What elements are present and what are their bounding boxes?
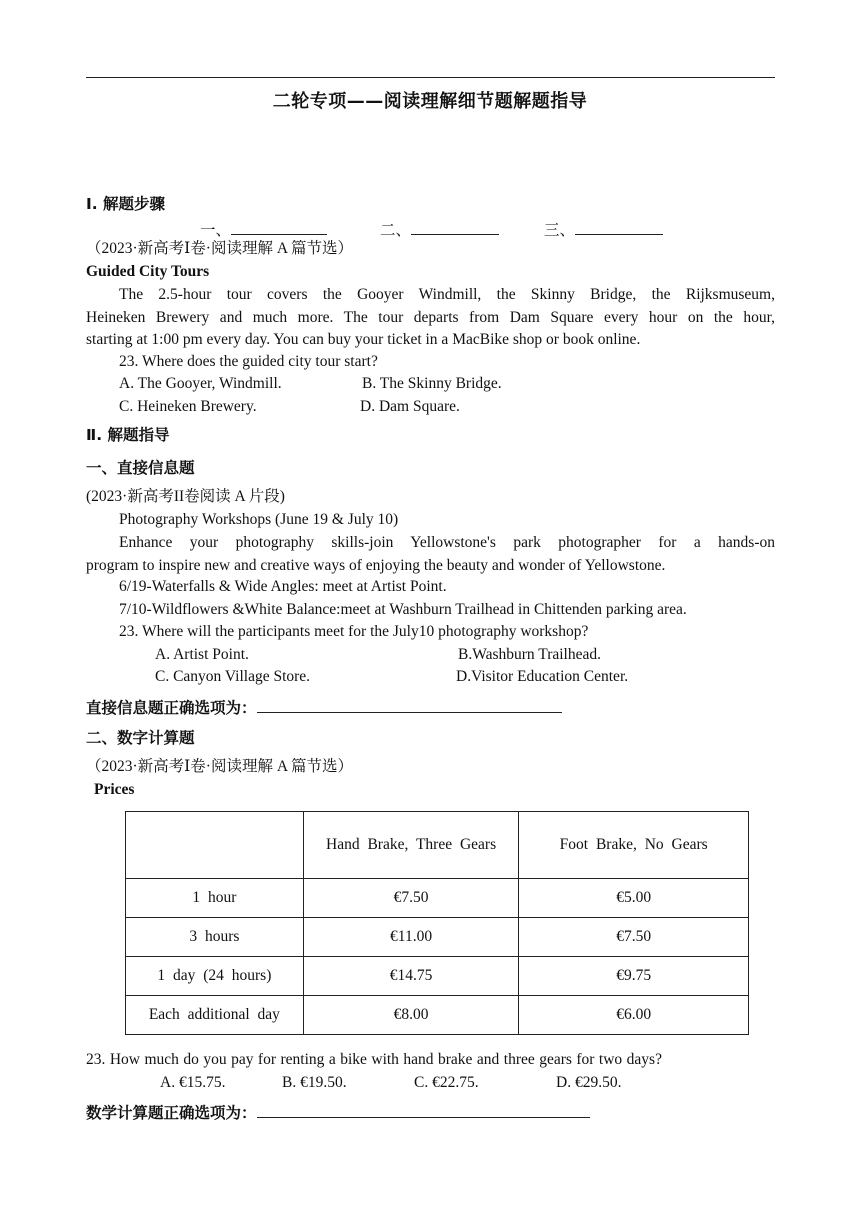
workshop-item-1: 6/19-Waterfalls & Wide Angles: meet at Artist Point. [119, 578, 447, 595]
passage-line-3: starting at 1:00 pm every day. You can buy your ticket in a MacBike shop or book online. [86, 331, 641, 348]
step-2 [380, 218, 499, 240]
table-cell: €8.00 [303, 996, 519, 1035]
table-cell: €5.00 [519, 879, 749, 918]
part2-question: 23. How much do you pay for renting a bike with hand brake and three gears for two days? [86, 1051, 662, 1068]
table-cell: Each additional day [126, 996, 304, 1035]
part2-heading: 二、数字计算题 [86, 729, 195, 747]
table-cell: €7.50 [519, 918, 749, 957]
part1-source: (2023·新高考II卷阅读 A 片段) [86, 488, 285, 505]
table-cell: €6.00 [519, 996, 749, 1035]
part2-option-b: B. €19.50. [282, 1074, 347, 1091]
part1-answer-blank[interactable] [257, 696, 562, 713]
table-cell: €14.75 [303, 957, 519, 996]
part2-answer-label: 数学计算题正确选项为： [86, 1104, 257, 1122]
section1-option-d: D. Dam Square. [360, 398, 460, 415]
part1-question: 23. Where will the participants meet for the July10 photography workshop? [119, 623, 589, 640]
table-cell: €9.75 [519, 957, 749, 996]
table-cell: €7.50 [303, 879, 519, 918]
part2-option-d: D. €29.50. [556, 1074, 622, 1091]
section1-option-b: B. The Skinny Bridge. [362, 375, 502, 392]
part1-option-a: A. Artist Point. [155, 646, 249, 663]
section1-option-a: A. The Gooyer, Windmill. [119, 375, 282, 392]
workshop-line-1: Enhance your photography skills-join Yellowstone's park photographer for a hands-on [119, 534, 775, 551]
part2-answer-blank[interactable] [257, 1101, 590, 1118]
section2-heading: Ⅱ. 解题指导 [86, 426, 170, 444]
part2-option-c: C. €22.75. [414, 1074, 479, 1091]
table-row [126, 879, 749, 918]
workshop-line-2: program to inspire new and creative ways of enjoying the beauty and wonder of Yellowstone. [86, 556, 666, 574]
workshop-item-2: 7/10-Wildflowers &White Balance:meet at Washburn Trailhead in Chittenden parking area. [119, 601, 687, 618]
section1-option-c: C. Heineken Brewery. [119, 398, 257, 415]
passage-line-1: The 2.5-hour tour covers the Gooyer Windmill, the Skinny Bridge, the Rijksmuseum, [119, 286, 775, 303]
table-header-cell: Hand Brake, Three Gears [303, 812, 519, 879]
part1-option-c: C. Canyon Village Store. [155, 668, 311, 685]
table-cell: 1 day (24 hours) [126, 957, 304, 996]
workshop-paragraph [86, 532, 775, 577]
page-title: 二轮专项——阅读理解细节题解题指导 [272, 91, 588, 112]
step-1-blank [231, 218, 327, 235]
workshop-title: Photography Workshops (June 19 & July 10) [119, 511, 399, 528]
passage-line-2: Heineken Brewery and much more. The tour departs from Dam Square every hour on the hour, [86, 308, 775, 326]
step-3 [544, 218, 663, 240]
step-1 [200, 218, 327, 240]
table-cell: 1 hour [126, 879, 304, 918]
table-row [126, 996, 749, 1035]
prices-table [125, 811, 749, 1035]
step-3-label: 三、 [544, 221, 576, 239]
step-2-blank [411, 218, 499, 235]
table-cell: €11.00 [303, 918, 519, 957]
step-1-label: 一、 [200, 221, 232, 239]
table-header-cell: Foot Brake, No Gears [519, 812, 749, 879]
part1-option-b: B.Washburn Trailhead. [458, 646, 601, 663]
table-cell: 3 hours [126, 918, 304, 957]
prices-title: Prices [94, 781, 135, 798]
section1-heading: Ⅰ. 解题步骤 [86, 195, 166, 213]
passage-text [86, 284, 775, 352]
table-row [126, 918, 749, 957]
header-rule [86, 77, 775, 78]
part1-answer-label: 直接信息题正确选项为： [86, 699, 257, 717]
section1-question: 23. Where does the guided city tour start? [119, 353, 378, 370]
part1-heading: 一、直接信息题 [86, 459, 195, 477]
part1-answer [86, 696, 562, 718]
step-3-blank [575, 218, 663, 235]
section1-source: （2023·新高考Ⅰ卷·阅读理解 A 篇节选） [86, 240, 354, 257]
part2-source: （2023·新高考Ⅰ卷·阅读理解 A 篇节选） [86, 758, 354, 775]
step-2-label: 二、 [380, 221, 412, 239]
part2-option-a: A. €15.75. [160, 1074, 226, 1091]
part2-answer [86, 1101, 590, 1123]
table-header-row [126, 812, 749, 879]
passage-title: Guided City Tours [86, 263, 210, 280]
table-row [126, 957, 749, 996]
part1-option-d: D.Visitor Education Center. [456, 668, 629, 685]
table-header-cell [126, 812, 304, 879]
